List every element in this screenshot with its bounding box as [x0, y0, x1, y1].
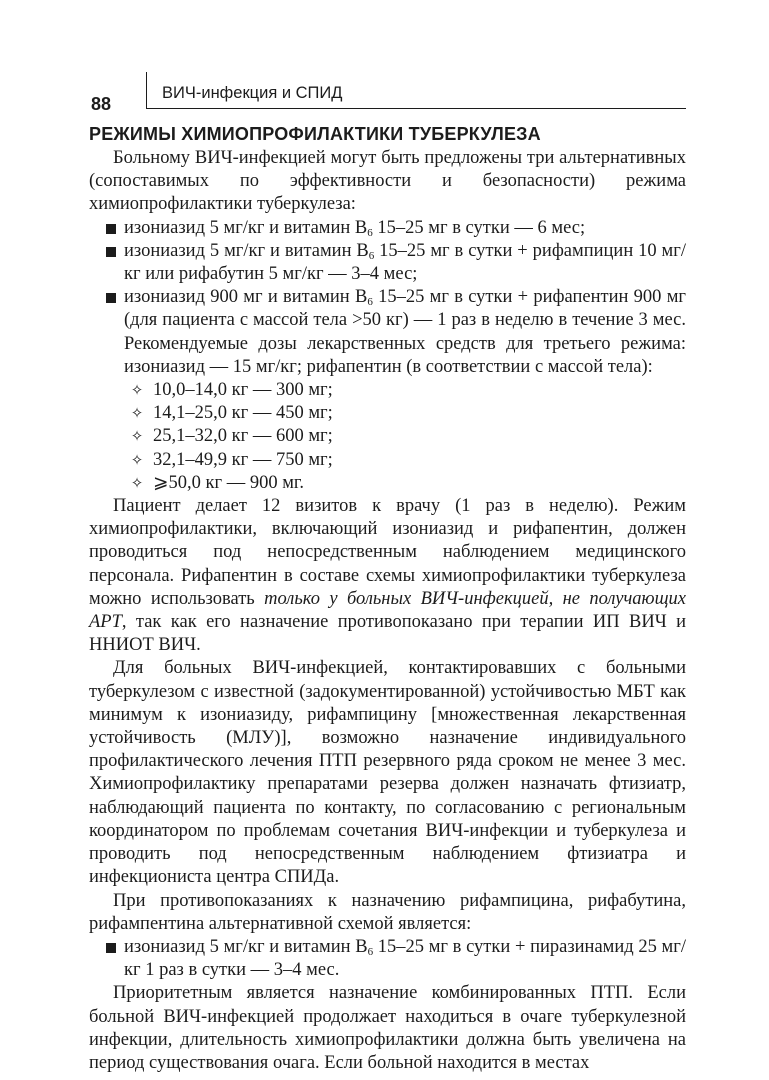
contraindication-paragraph: При противопоказаниях к назначению рифампицина, рифабутина, рифампентина альтернативной схемой является:	[89, 890, 686, 934]
intro-paragraph: Больному ВИЧ-инфекцией могут быть предложены три альтернативных (сопоставимых по эффективности и безопасности) режима химиопрофилактики туберкулеза:	[89, 148, 686, 215]
alternative-regimen-item	[89, 936, 686, 982]
running-title: ВИЧ-инфекция и СПИД	[162, 84, 343, 102]
square-bullet-icon	[106, 293, 116, 303]
diamond-bullet-icon: ✧	[130, 427, 144, 446]
weight-dose-text: 25,1–32,0 кг — 600 мг;	[153, 426, 333, 447]
diamond-bullet-icon: ✧	[130, 404, 144, 423]
regimen-item-1	[89, 217, 686, 240]
weight-dose-text: 10,0–14,0 кг — 300 мг;	[153, 380, 333, 401]
subscript: 6	[368, 249, 375, 262]
section-heading: РЕЖИМЫ ХИМИОПРОФИЛАКТИКИ ТУБЕРКУЛЕЗА	[89, 124, 541, 144]
square-bullet-icon	[106, 943, 116, 953]
weight-dose-text: 32,1–49,9 кг — 750 мг;	[153, 449, 333, 470]
visits-text-end: , так как его назначение противопоказано при терапии ИП ВИЧ и ННИОТ ВИЧ.	[89, 612, 686, 656]
alternative-regimen-list	[89, 936, 686, 982]
mdr-paragraph: Для больных ВИЧ-инфекцией, контактировавших с больными туберкулезом с известной (задокументированной) устойчивостью МБТ как минимум к изониазиду, рифампицину [множественная лекарственная устойчивость (МЛУ)], возможно назначение индивидуального профилактического лечения ПТП резервного ряда сроком не менее 3 мес. Химиопрофилактику препаратами резерва должен назначать фтизиатр, наблюдающий пациента по контакту, по согласованию с региональным координатором по проблемам сочетания ВИЧ-инфекции и туберкулеза и проводить под непосредственным наблюдением фтизиатра и инфекциониста центра СПИДа.	[89, 658, 686, 888]
priority-paragraph: Приоритетным является назначение комбинированных ПТП. Если больной ВИЧ-инфекцией продолжает находиться в очаге туберкулезной инфекции, длительность химиопрофилактики должна быть увеличена на период существования очага. Если больной находится в местах	[89, 983, 686, 1073]
weight-dose-item	[89, 449, 686, 472]
regimen-list	[89, 217, 686, 379]
regimen-item-3	[89, 286, 686, 379]
subscript: 6	[367, 226, 373, 239]
page-body	[89, 121, 686, 1075]
regimen-text: изониазид 900 мг и витамин B	[124, 287, 368, 308]
subscript: 6	[367, 945, 374, 958]
diamond-bullet-icon: ✧	[130, 450, 144, 469]
square-bullet-icon	[106, 224, 116, 234]
weight-dose-item	[89, 472, 686, 495]
regimen-text: изониазид 5 мг/кг и витамин B	[124, 936, 368, 957]
page-number: 88	[91, 94, 112, 114]
regimen-text: 15–25 мг в сутки + рифампицин 10 мг/кг или рифабутин 5 мг/кг — 3–4 мес;	[124, 240, 686, 285]
visits-text: Пациент делает 12 визитов к врачу (1 раз в неделю). Режим химиопрофилактики, включающий изониазид и рифапентин, должен проводиться под непосредственным наблюдением медицинского персонала. Рифапентин в составе схемы химиопрофилактики туберкулеза можно использовать	[89, 496, 686, 609]
weight-dose-item	[89, 379, 686, 402]
regimen-item-2	[89, 240, 686, 286]
subscript: 6	[367, 296, 373, 309]
weight-dose-item	[89, 402, 686, 425]
square-bullet-icon	[106, 247, 116, 257]
regimen-text: изониазид 5 мг/кг и витамин B	[124, 217, 368, 238]
weight-dose-text: ⩾50,0 кг — 900 мг.	[153, 472, 305, 493]
weight-dose-item	[89, 425, 686, 448]
weight-dose-text: 14,1–25,0 кг — 450 мг;	[153, 403, 333, 424]
header-horizontal-rule	[146, 108, 686, 109]
weight-dose-list	[89, 379, 686, 495]
regimen-text: 15–25 мг в сутки + рифапентин 900 мг (для пациента с массой тела >50 кг) — 1 раз в неделю в течение 3 мес. Рекомендуемые дозы лекарственных средств для третьего режима: изониазид — 15 мг/кг; рифапентин (в соответствии с массой тела):	[124, 287, 687, 377]
diamond-bullet-icon: ✧	[130, 381, 144, 400]
regimen-text: 15–25 мг в сутки + пиразинамид 25 мг/кг 1 раз в сутки — 3–4 мес.	[124, 936, 686, 981]
diamond-bullet-icon: ✧	[130, 473, 144, 492]
regimen-text: изониазид 5 мг/кг и витамин B	[124, 240, 369, 261]
visits-paragraph	[89, 495, 686, 657]
regimen-text: 15–25 мг в сутки — 6 мес;	[372, 217, 586, 238]
header-vertical-rule	[146, 72, 147, 108]
visits-italic-text: только у больных ВИЧ-инфекцией, не получающих АРТ	[89, 588, 687, 633]
page-header	[0, 0, 769, 120]
